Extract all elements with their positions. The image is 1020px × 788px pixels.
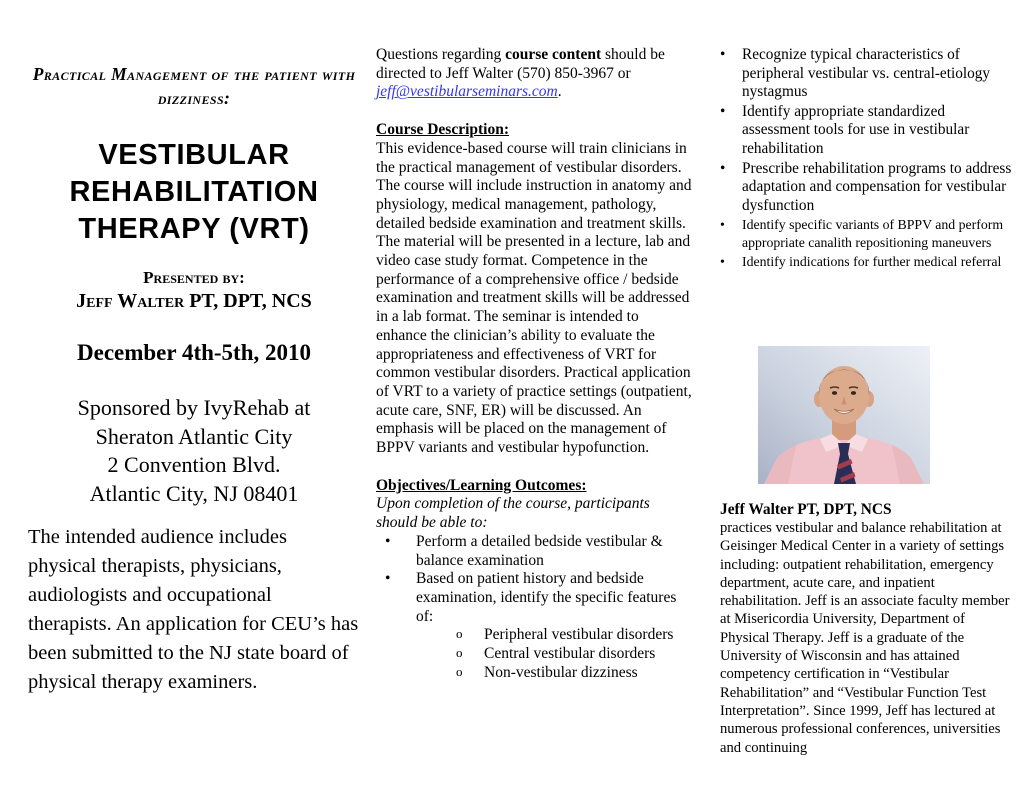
bio-paragraph: practices vestibular and balance rehabilitation at Geisinger Medical Center in a variety of settings including: outpatient rehabilitation, emergency department, acute care, and inpatient rehabilitation. Jeff is an associate faculty member at Misericordia University, Department of Physical Therapy. Jeff is a graduate of the University of Wisconsin and has attained competency certification in “Vestibular Rehabilitation” and “Vestibular Function Test Interpretation”. Since 1999, Jeff has lectured at numerous professional conferences, universities and continuing <box>720 520 1010 756</box>
list-item <box>700 160 1012 216</box>
bio-name: Jeff Walter PT, DPT, NCS <box>720 501 892 518</box>
sub-list-item <box>376 626 693 645</box>
contact-text: Questions regarding <box>376 46 506 63</box>
bullet-icon: • <box>720 217 725 233</box>
bullet-text: Peripheral vestibular disorders <box>484 626 674 644</box>
bullet-text: Based on patient history and bedside examination, identify the specific features of: <box>416 570 677 625</box>
list-item <box>700 216 1012 251</box>
course-description-text: This evidence-based course will train clinicians in the practical management of vestibular disorders. The course will include instruction in anatomy and physiology, medical management, pathology, detailed bedside examination and treatment skills. The material will be presented in a lecture, lab and video case study format. Competence in the performance of a comprehensive office / bedside examination and treatment skills will be addressed in a lab format. The seminar is intended to enhance the clinician’s ability to evaluate the appropriateness and effectiveness of VRT for common vestibular disorders. Practical application of VRT to a variety of practice settings (outpatient, acute care, SNF, ER) will be discussed. An emphasis will be placed on the management of BPPV variants and vestibular hypofunction. <box>376 139 692 457</box>
right-column <box>700 46 1012 271</box>
person-eye <box>851 391 856 395</box>
bullet-text: Identify specific variants of BPPV and perform appropriate canalith repositioning maneuvers <box>742 217 1004 250</box>
contact-paragraph <box>376 46 693 102</box>
bullet-icon: • <box>385 570 391 588</box>
contact-text: should be directed to Jeff Walter (570) 850-3967 or <box>376 46 665 82</box>
list-item <box>700 253 1012 271</box>
person-eye <box>832 391 837 395</box>
list-item <box>376 533 693 570</box>
bullet-icon: • <box>720 102 726 120</box>
bullet-text: Recognize typical characteristics of peripheral vestibular vs. central-etiology nystagmus <box>742 46 991 101</box>
sponsor-address <box>28 394 360 508</box>
audience-paragraph: The intended audience includes physical therapists, physicians, audiologists and occupational therapists. An application for CEU’s has been submitted to the NJ state board of physical therapy examiners. <box>28 526 359 693</box>
presenter-name: Jeff Walter PT, DPT, NCS <box>76 290 312 312</box>
bullet-text: Prescribe rehabilitation programs to address adaptation and compensation for vestibular dysfunction <box>742 159 1012 214</box>
bullet-text: Non-vestibular dizziness <box>484 663 638 681</box>
person-face <box>819 366 869 424</box>
main-title: VESTIBULAR REHABILITATION THERAPY (VRT) <box>69 139 319 245</box>
outcomes-list <box>700 46 1012 270</box>
sponsor-line: Atlantic City, NJ 08401 <box>89 480 299 506</box>
presenter-photo <box>758 346 930 484</box>
bullet-icon: • <box>720 253 725 269</box>
circle-bullet-icon: o <box>456 626 463 642</box>
objectives-intro: Upon completion of the course, participants should be able to: <box>376 495 650 532</box>
list-item <box>700 46 1012 102</box>
bullet-text: Central vestibular disorders <box>484 645 656 663</box>
circle-bullet-icon: o <box>456 663 463 679</box>
presenter-photo-illustration <box>758 346 930 484</box>
presented-by-label: Presented by: <box>143 268 245 287</box>
bullet-text: Identify indications for further medical referral <box>742 253 1002 269</box>
email-link[interactable]: jeff@vestibularseminars.com <box>376 83 558 101</box>
sub-list-item <box>376 645 693 664</box>
circle-bullet-icon: o <box>456 645 463 661</box>
presenter-bio <box>720 500 1013 757</box>
event-date: December 4th-5th, 2010 <box>77 340 311 365</box>
left-column <box>28 62 360 697</box>
sponsor-line: 2 Convention Blvd. <box>107 452 281 477</box>
bullet-text: Perform a detailed bedside vestibular & balance examination <box>416 532 663 569</box>
objectives-heading: Objectives/Learning Outcomes: <box>376 476 587 494</box>
sponsor-line: Sponsored by IvyRehab at <box>77 395 311 420</box>
list-item <box>376 570 693 626</box>
bullet-text: Identify appropriate standardized assessment tools for use in vestibular rehabilitation <box>742 102 970 157</box>
objectives-list <box>376 533 693 683</box>
sponsor-line: Sheraton Atlantic City <box>95 423 293 449</box>
bullet-icon: • <box>385 532 391 550</box>
course-description-heading: Course Description: <box>376 121 510 139</box>
sub-list-item <box>376 664 693 683</box>
series-subtitle: Practical Management of the patient with dizziness: <box>32 64 356 108</box>
list-item <box>700 103 1012 159</box>
person-tie <box>838 443 850 454</box>
contact-text: . <box>557 83 562 101</box>
bullet-icon: • <box>720 159 726 177</box>
course-content-emphasis: course content <box>505 46 602 63</box>
middle-column <box>376 46 693 683</box>
bullet-icon: • <box>720 46 726 63</box>
